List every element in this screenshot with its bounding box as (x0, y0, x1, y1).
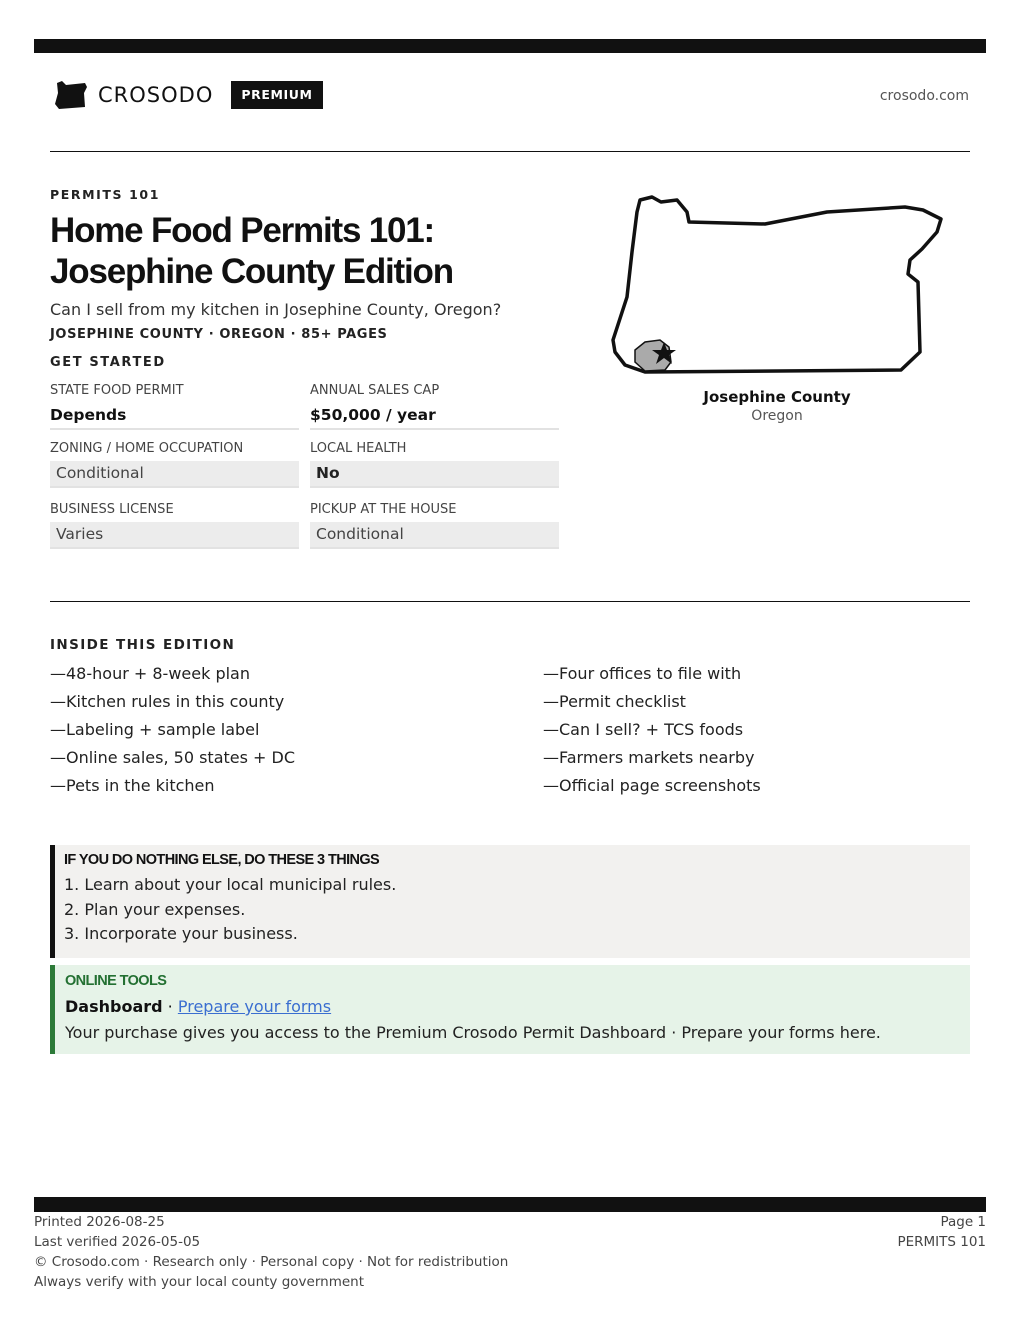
edition-meta: JOSEPHINE COUNTY · OREGON · 85+ PAGES (50, 327, 388, 342)
fact-annual-sales-cap (310, 383, 559, 430)
page-title (50, 210, 590, 292)
tools-line (65, 994, 970, 1020)
fact-business-license (50, 502, 299, 549)
fact-value: Conditional (310, 522, 559, 549)
toc-left (50, 660, 295, 800)
online-tools-callout (50, 965, 970, 1054)
premium-badge: PREMIUM (231, 81, 322, 109)
step-item: 1. Learn about your local municipal rules. (64, 875, 397, 894)
copyright-notice: © Crosodo.com · Research only · Personal copy · Not for redistribution (34, 1254, 509, 1270)
map-caption (617, 388, 937, 424)
toc-item: —Online sales, 50 states + DC (50, 748, 296, 767)
fact-label: ZONING / HOME OCCUPATION (50, 441, 244, 456)
toc-item: —48-hour + 8-week plan (50, 664, 250, 683)
footer-bar (34, 1197, 986, 1212)
fact-label: STATE FOOD PERMIT (50, 383, 184, 398)
fact-pickup (310, 502, 559, 549)
printed-date: Printed 2026-08-25 (34, 1214, 165, 1230)
footer-right (897, 1212, 986, 1252)
fact-label: LOCAL HEALTH (310, 441, 407, 456)
step-item: 2. Plan your expenses. (64, 899, 246, 919)
fact-value: Conditional (50, 461, 299, 488)
toc-item: —Four offices to file with (543, 664, 742, 683)
brand-name: CROSODO (98, 83, 214, 107)
fact-local-health (310, 441, 559, 488)
fact-value: Varies (50, 522, 299, 549)
tools-separator: · (162, 997, 178, 1016)
oregon-logo-icon (54, 80, 88, 110)
inside-heading: INSIDE THIS EDITION (50, 637, 236, 653)
verify-note: Always verify with your local county government (34, 1274, 364, 1290)
title-line-2: Josephine County Edition (50, 252, 453, 291)
priorities-steps (64, 873, 970, 947)
toc-item: —Can I sell? + TCS foods (543, 720, 744, 739)
toc-item: —Farmers markets nearby (543, 748, 755, 767)
get-started-heading: GET STARTED (50, 355, 166, 370)
fact-label: PICKUP AT THE HOUSE (310, 502, 457, 517)
toc-item: —Official page screenshots (543, 776, 761, 795)
fact-value: $50,000 / year (310, 403, 559, 430)
toc-right (543, 660, 761, 800)
page-number: Page 1 (940, 1214, 986, 1230)
fact-value: Depends (50, 403, 299, 430)
brand[interactable] (54, 80, 323, 110)
verified-date: Last verified 2026-05-05 (34, 1234, 201, 1250)
online-tools-heading: ONLINE TOOLS (65, 973, 167, 989)
fact-zoning (50, 441, 299, 488)
fact-value: No (310, 461, 559, 488)
tools-description: Your purchase gives you access to the Premium Crosodo Permit Dashboard · Prepare your forms here. (65, 1023, 881, 1042)
title-line-1: Home Food Permits 101: (50, 211, 434, 250)
step-item: 3. Incorporate your business. (64, 924, 298, 943)
toc-item: —Kitchen rules in this county (50, 692, 285, 711)
fact-label: BUSINESS LICENSE (50, 502, 174, 517)
footer-section: PERMITS 101 (897, 1234, 986, 1250)
priorities-callout (50, 845, 970, 958)
fact-state-food-permit (50, 383, 299, 430)
kicker: PERMITS 101 (50, 187, 160, 202)
map-state-name: Oregon (751, 408, 803, 424)
toc-item: —Labeling + sample label (50, 720, 260, 739)
oregon-state-map-icon (605, 192, 950, 382)
toc-item: —Pets in the kitchen (50, 776, 215, 795)
footer-left (34, 1212, 508, 1292)
toc-item: —Permit checklist (543, 692, 686, 711)
subtitle: Can I sell from my kitchen in Josephine County, Oregon? (50, 300, 502, 319)
top-bar (34, 39, 986, 53)
dashboard-label: Dashboard (65, 997, 163, 1016)
header-divider (50, 151, 970, 152)
site-link[interactable]: crosodo.com (879, 88, 969, 104)
priorities-heading: IF YOU DO NOTHING ELSE, DO THESE 3 THINGS (64, 852, 380, 868)
section-divider (50, 601, 970, 602)
prepare-forms-link[interactable]: Prepare your forms (177, 997, 332, 1016)
fact-label: ANNUAL SALES CAP (310, 383, 440, 398)
map-county-name: Josephine County (703, 388, 851, 406)
